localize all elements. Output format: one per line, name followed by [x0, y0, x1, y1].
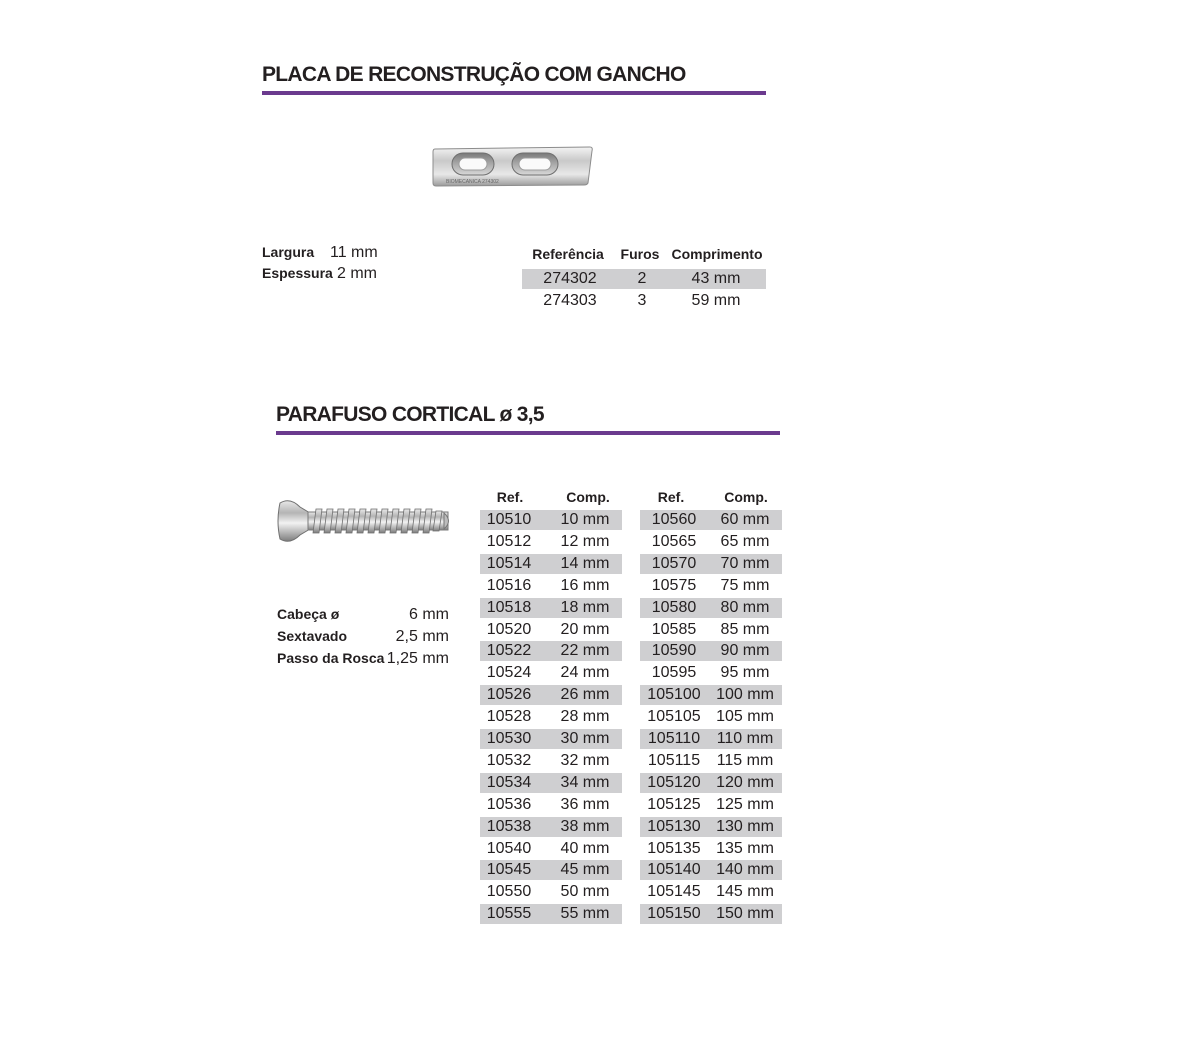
cell-length: 145 mm: [716, 883, 774, 901]
cell-length: 14 mm: [560, 554, 610, 572]
table-row: [480, 532, 622, 552]
cell-length: 50 mm: [560, 883, 610, 901]
cell-ref: 10595: [651, 664, 697, 682]
cell-length: 40 mm: [560, 839, 610, 857]
screw-spec-value: 6 mm: [409, 606, 449, 623]
screw-spec-value: 2,5 mm: [395, 628, 449, 645]
table-row: [640, 620, 782, 640]
cell-ref: 10530: [486, 730, 532, 747]
cell-ref: 274303: [543, 292, 597, 309]
plate-table-header-length: Comprimento: [671, 246, 763, 262]
cell-ref: 10512: [486, 532, 532, 550]
cell-ref: 10590: [651, 642, 697, 660]
table-row: [640, 795, 782, 815]
table-row: [640, 663, 782, 683]
cell-length: 10 mm: [560, 511, 610, 528]
cell-length: 59 mm: [691, 292, 741, 309]
cell-ref: 10534: [486, 773, 532, 791]
plate-section-title: PLACA DE RECONSTRUÇÃO COM GANCHO: [262, 63, 686, 86]
table-row: [640, 817, 782, 837]
table-row: [480, 510, 622, 530]
cell-ref: 10522: [486, 642, 532, 660]
cell-length: 60 mm: [720, 511, 770, 528]
table-row: [522, 291, 766, 311]
cell-length: 105 mm: [716, 708, 774, 726]
cell-length: 24 mm: [560, 664, 610, 682]
cell-ref: 105135: [647, 839, 701, 857]
screw-title-underline: [276, 431, 780, 435]
cell-ref: 10575: [651, 576, 697, 594]
table-row: [480, 620, 622, 640]
cell-length: 95 mm: [720, 664, 770, 682]
cell-ref: 10524: [486, 664, 532, 682]
table-row: [480, 685, 622, 705]
plate-title-underline: [262, 91, 766, 95]
cell-ref: 274302: [543, 270, 597, 287]
cell-ref: 10514: [486, 554, 532, 572]
cell-length: 90 mm: [720, 642, 770, 660]
table-row: [640, 882, 782, 902]
cell-length: 45 mm: [560, 861, 610, 879]
plate-spec-label: Largura: [262, 244, 315, 260]
plate-engraving: BIOMECANICA 274302: [446, 179, 499, 185]
table-row: [640, 598, 782, 618]
cell-ref: 10528: [486, 708, 532, 726]
table-row: [480, 839, 622, 859]
screw-spec-head: [277, 606, 449, 624]
cell-length: 55 mm: [560, 905, 610, 923]
cell-ref: 105105: [647, 708, 701, 726]
cell-ref: 10538: [486, 817, 532, 835]
table-row: [640, 641, 782, 661]
cell-length: 18 mm: [560, 598, 610, 616]
cell-length: 110 mm: [716, 730, 774, 747]
table-row: [480, 641, 622, 661]
cell-length: 28 mm: [560, 708, 610, 726]
cell-ref: 105100: [647, 686, 701, 704]
cell-length: 16 mm: [560, 576, 610, 594]
table-row: [480, 817, 622, 837]
table-row: [480, 795, 622, 815]
cell-length: 12 mm: [560, 532, 610, 550]
screw-table-right-header-ref: Ref.: [657, 489, 685, 505]
cell-length: 85 mm: [720, 620, 770, 638]
table-row: [480, 707, 622, 727]
screw-section-title: PARAFUSO CORTICAL ø 3,5: [276, 403, 544, 426]
cell-ref: 105120: [647, 773, 701, 791]
screw-table-left-header-ref: Ref.: [496, 489, 524, 505]
table-row: [480, 598, 622, 618]
screw-spec-label: Passo da Rosca: [277, 650, 385, 666]
table-row: [522, 269, 766, 289]
cell-length: 38 mm: [560, 817, 610, 835]
screw-spec-hex: [277, 628, 449, 646]
table-row: [480, 773, 622, 793]
screw-spec-label: Sextavado: [277, 628, 348, 644]
table-row: [640, 751, 782, 771]
cell-length: 120 mm: [716, 773, 774, 791]
table-row: [640, 532, 782, 552]
table-row: [640, 707, 782, 727]
cell-length: 30 mm: [560, 730, 610, 747]
screw-spec-label: Cabeça ø: [277, 606, 340, 622]
screw-table-left-header-len: Comp.: [566, 489, 610, 505]
plate-table-header-holes: Furos: [620, 246, 660, 262]
cell-length: 34 mm: [560, 773, 610, 791]
table-row: [640, 860, 782, 880]
cell-ref: 10560: [651, 511, 697, 528]
table-row: [640, 685, 782, 705]
cell-ref: 10516: [486, 576, 532, 594]
screw-spec-pitch: [277, 650, 449, 668]
plate-spec-width: [262, 244, 378, 262]
cell-ref: 105150: [647, 905, 701, 923]
plate-table-header-ref: Referência: [532, 246, 604, 262]
cell-ref: 105110: [647, 730, 701, 747]
cell-ref: 105145: [647, 883, 701, 901]
cell-length: 20 mm: [560, 620, 610, 638]
plate-spec-value: 2 mm: [337, 265, 377, 282]
cell-ref: 10545: [486, 861, 532, 879]
table-row: [640, 904, 782, 924]
table-row: [640, 839, 782, 859]
cell-ref: 10550: [486, 883, 532, 901]
table-row: [480, 882, 622, 902]
table-row: [480, 860, 622, 880]
cell-length: 32 mm: [560, 751, 610, 769]
cell-ref: 10520: [486, 620, 532, 638]
cell-length: 65 mm: [720, 532, 770, 550]
cell-length: 135 mm: [716, 839, 774, 857]
cell-length: 43 mm: [691, 270, 741, 287]
cell-length: 115 mm: [716, 751, 774, 769]
cell-ref: 10510: [486, 511, 532, 528]
plate-spec-thickness: [262, 265, 377, 283]
cell-length: 22 mm: [560, 642, 610, 660]
screw-table-right-header-len: Comp.: [724, 489, 768, 505]
cell-length: 70 mm: [720, 554, 770, 572]
cell-ref: 105125: [647, 795, 701, 813]
cell-length: 125 mm: [716, 795, 774, 813]
table-row: [640, 510, 782, 530]
table-row: [640, 554, 782, 574]
cell-ref: 10518: [486, 598, 532, 616]
table-row: [640, 576, 782, 596]
bone-plate-icon: [432, 145, 594, 187]
cell-length: 100 mm: [716, 686, 774, 704]
table-row: [480, 751, 622, 771]
cell-length: 75 mm: [720, 576, 770, 594]
cell-length: 140 mm: [716, 861, 774, 879]
cell-ref: 10570: [651, 554, 697, 572]
table-row: [480, 576, 622, 596]
table-row: [480, 663, 622, 683]
cell-holes: 3: [637, 292, 647, 309]
screw-spec-value: 1,25 mm: [386, 650, 449, 667]
cell-ref: 10532: [486, 751, 532, 769]
cell-ref: 105140: [647, 861, 701, 879]
cell-length: 26 mm: [560, 686, 610, 704]
cell-ref: 105130: [647, 817, 701, 835]
plate-spec-value: 11 mm: [330, 244, 378, 261]
cell-length: 36 mm: [560, 795, 610, 813]
cortical-screw-icon: [276, 495, 454, 547]
cell-ref: 10540: [486, 839, 532, 857]
table-row: [480, 729, 622, 749]
cell-length: 80 mm: [720, 598, 770, 616]
cell-ref: 105115: [647, 751, 701, 769]
table-row: [640, 773, 782, 793]
cell-ref: 10526: [486, 686, 532, 704]
table-row: [480, 904, 622, 924]
cell-ref: 10555: [486, 905, 532, 923]
table-row: [640, 729, 782, 749]
table-row: [480, 554, 622, 574]
cell-ref: 10536: [486, 795, 532, 813]
cell-ref: 10585: [651, 620, 697, 638]
cell-ref: 10565: [651, 532, 697, 550]
cell-ref: 10580: [651, 598, 697, 616]
cell-length: 130 mm: [716, 817, 774, 835]
cell-holes: 2: [637, 270, 647, 287]
plate-spec-label: Espessura: [262, 265, 333, 281]
cell-length: 150 mm: [716, 905, 774, 923]
